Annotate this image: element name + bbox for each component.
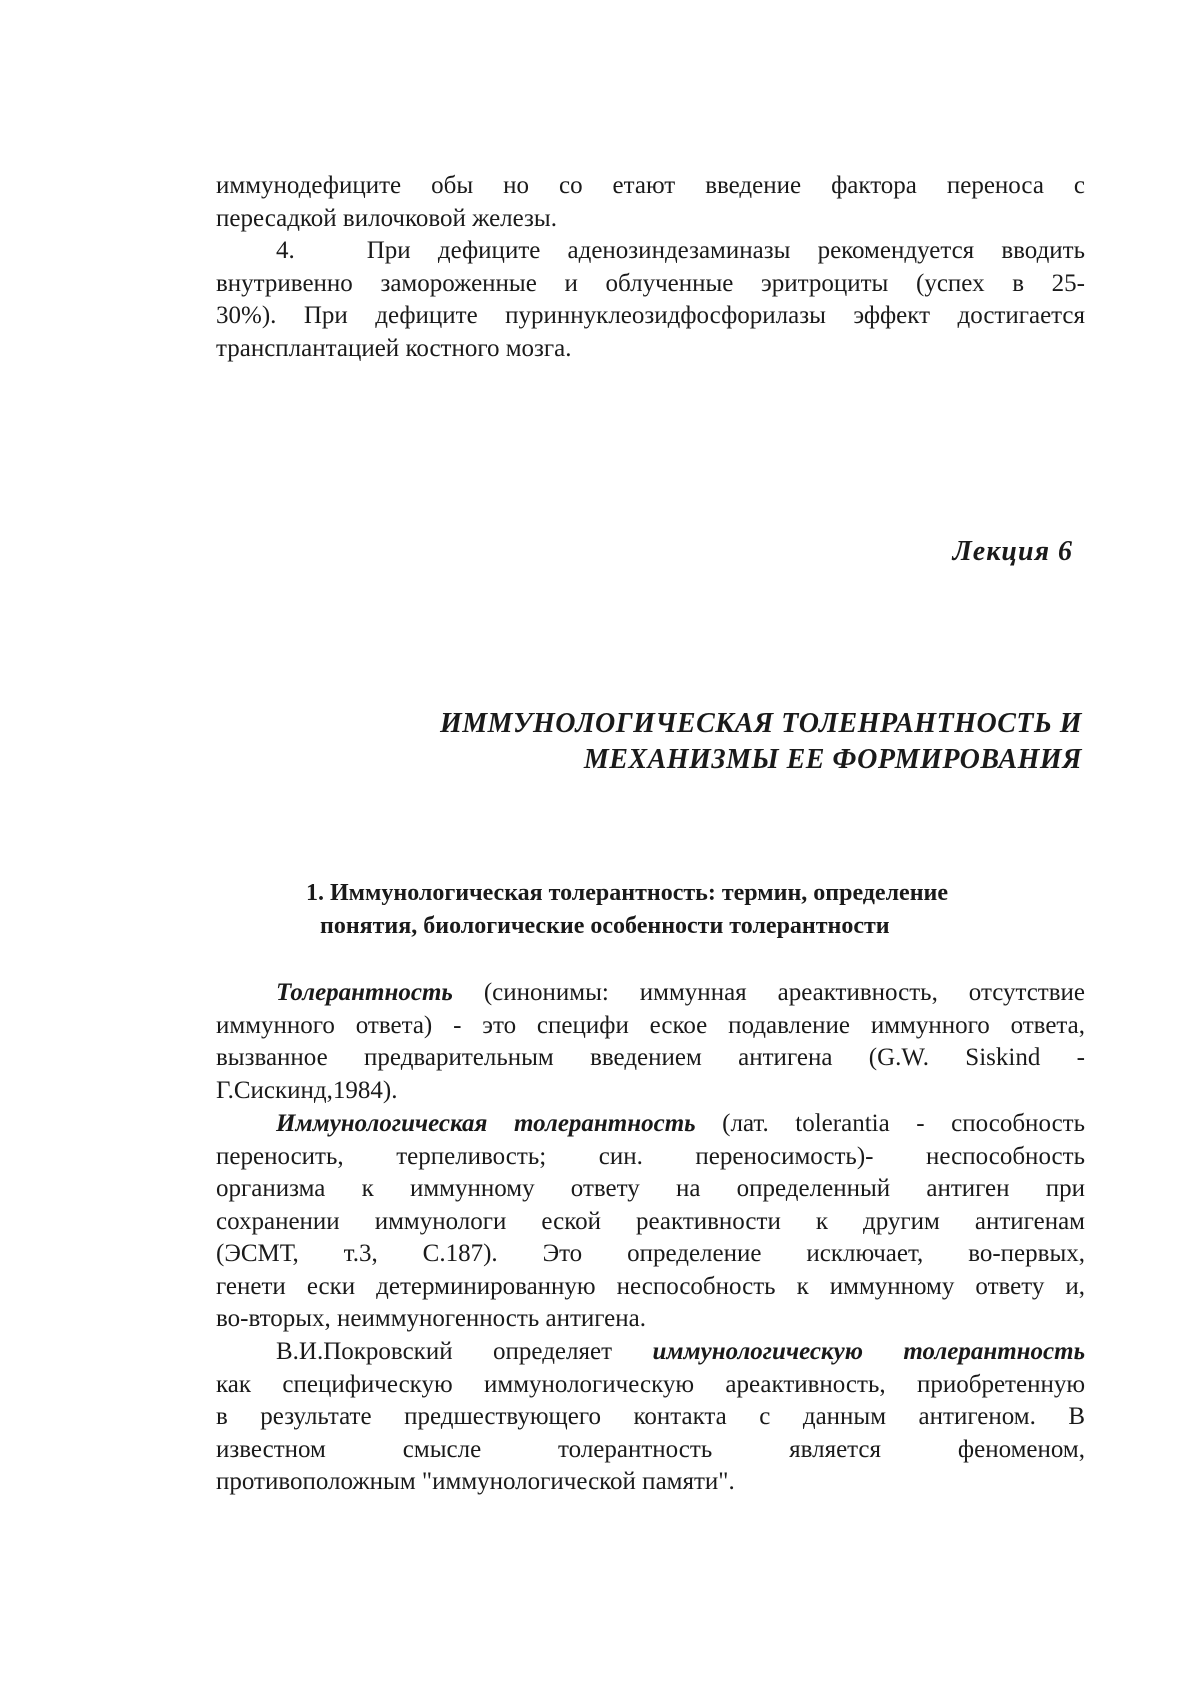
text-line: организма к иммунному ответу на определенный антиген при <box>216 1175 1085 1202</box>
text-line: (ЭСМТ, т.3, С.187). Это определение исключает, во-первых, <box>216 1240 1085 1267</box>
paragraph-first-line <box>216 1336 1085 1369</box>
section-title-line: 1. Иммунологическая толерантность: термин, определение <box>306 880 948 906</box>
section-title-line: понятия, биологические особенности толерантности <box>320 913 890 939</box>
text-line: известном смысле толерантность является феноменом, <box>216 1435 1085 1463</box>
section-title <box>306 877 1046 943</box>
text-line: противоположным "иммунологической памяти". <box>216 1468 735 1495</box>
text-line: иммунодефиците обы но со етают введение фактора переноса с <box>216 172 1085 199</box>
text-line: внутривенно замороженные и облученные эритроциты (успех в 25- <box>216 269 1085 297</box>
term: Иммунологическая толерантность <box>276 1110 696 1137</box>
term: Толерантность <box>276 979 453 1006</box>
list-item-number: 4. <box>276 237 295 264</box>
text-fragment: (синонимы: иммунная ареактивность, отсутствие <box>452 979 1085 1006</box>
main-title <box>322 706 1082 778</box>
text-line: пересадкой вилочковой железы. <box>216 204 557 232</box>
text-line: в результате предшествующего контакта с данным антигеном. В <box>216 1403 1085 1430</box>
text-line: Г.Сискинд,1984). <box>216 1076 398 1104</box>
text-line: вызванное предварительным введением антигена (G.W. Siskind - <box>216 1044 1085 1071</box>
text-line: генети ески детерминированную неспособность к иммунному ответу и, <box>216 1272 1085 1300</box>
intro-text-block <box>216 170 1085 365</box>
list-item-text: При дефиците аденозиндезаминазы рекомендуется вводить <box>366 237 1085 264</box>
text-line: как специфическую иммунологическую ареактивность, приобретенную <box>216 1370 1085 1398</box>
text-line: 30%). При дефиците пуриннуклеозидфосфорилазы эффект достигается <box>216 302 1085 329</box>
paragraph-pokrovsky-definition <box>216 1336 1085 1499</box>
main-title-line: МЕХАНИЗМЫ ЕЕ ФОРМИРОВАНИЯ <box>583 744 1082 775</box>
text-line: переносить, терпеливость; син. переносимость)- неспособность <box>216 1142 1085 1170</box>
text-fragment: (лат. tolerantia - способность <box>695 1110 1085 1137</box>
paragraph-immunological-tolerance <box>216 1108 1085 1336</box>
list-item-4-first-line <box>216 235 1085 268</box>
text-line: сохранении иммунологи еской реактивности к другим антигенам <box>216 1207 1085 1235</box>
paragraph-tolerance-definition <box>216 977 1085 1107</box>
lecture-label: Лекция 6 <box>952 536 1073 567</box>
main-title-line: ИММУНОЛОГИЧЕСКАЯ ТОЛЕНРАНТНОСТЬ И <box>439 708 1082 739</box>
text-line: во-вторых, неиммуногенность антигена. <box>216 1305 647 1332</box>
paragraph-first-line <box>216 977 1085 1010</box>
text-line: иммунного ответа) - это специфи еское подавление иммунного ответа, <box>216 1011 1085 1039</box>
text-line: трансплантацией костного мозга. <box>216 334 572 362</box>
text-fragment: В.И.Покровский определяет <box>276 1338 653 1365</box>
term: иммунологическую толерантность <box>652 1338 1085 1365</box>
paragraph-first-line <box>216 1108 1085 1141</box>
